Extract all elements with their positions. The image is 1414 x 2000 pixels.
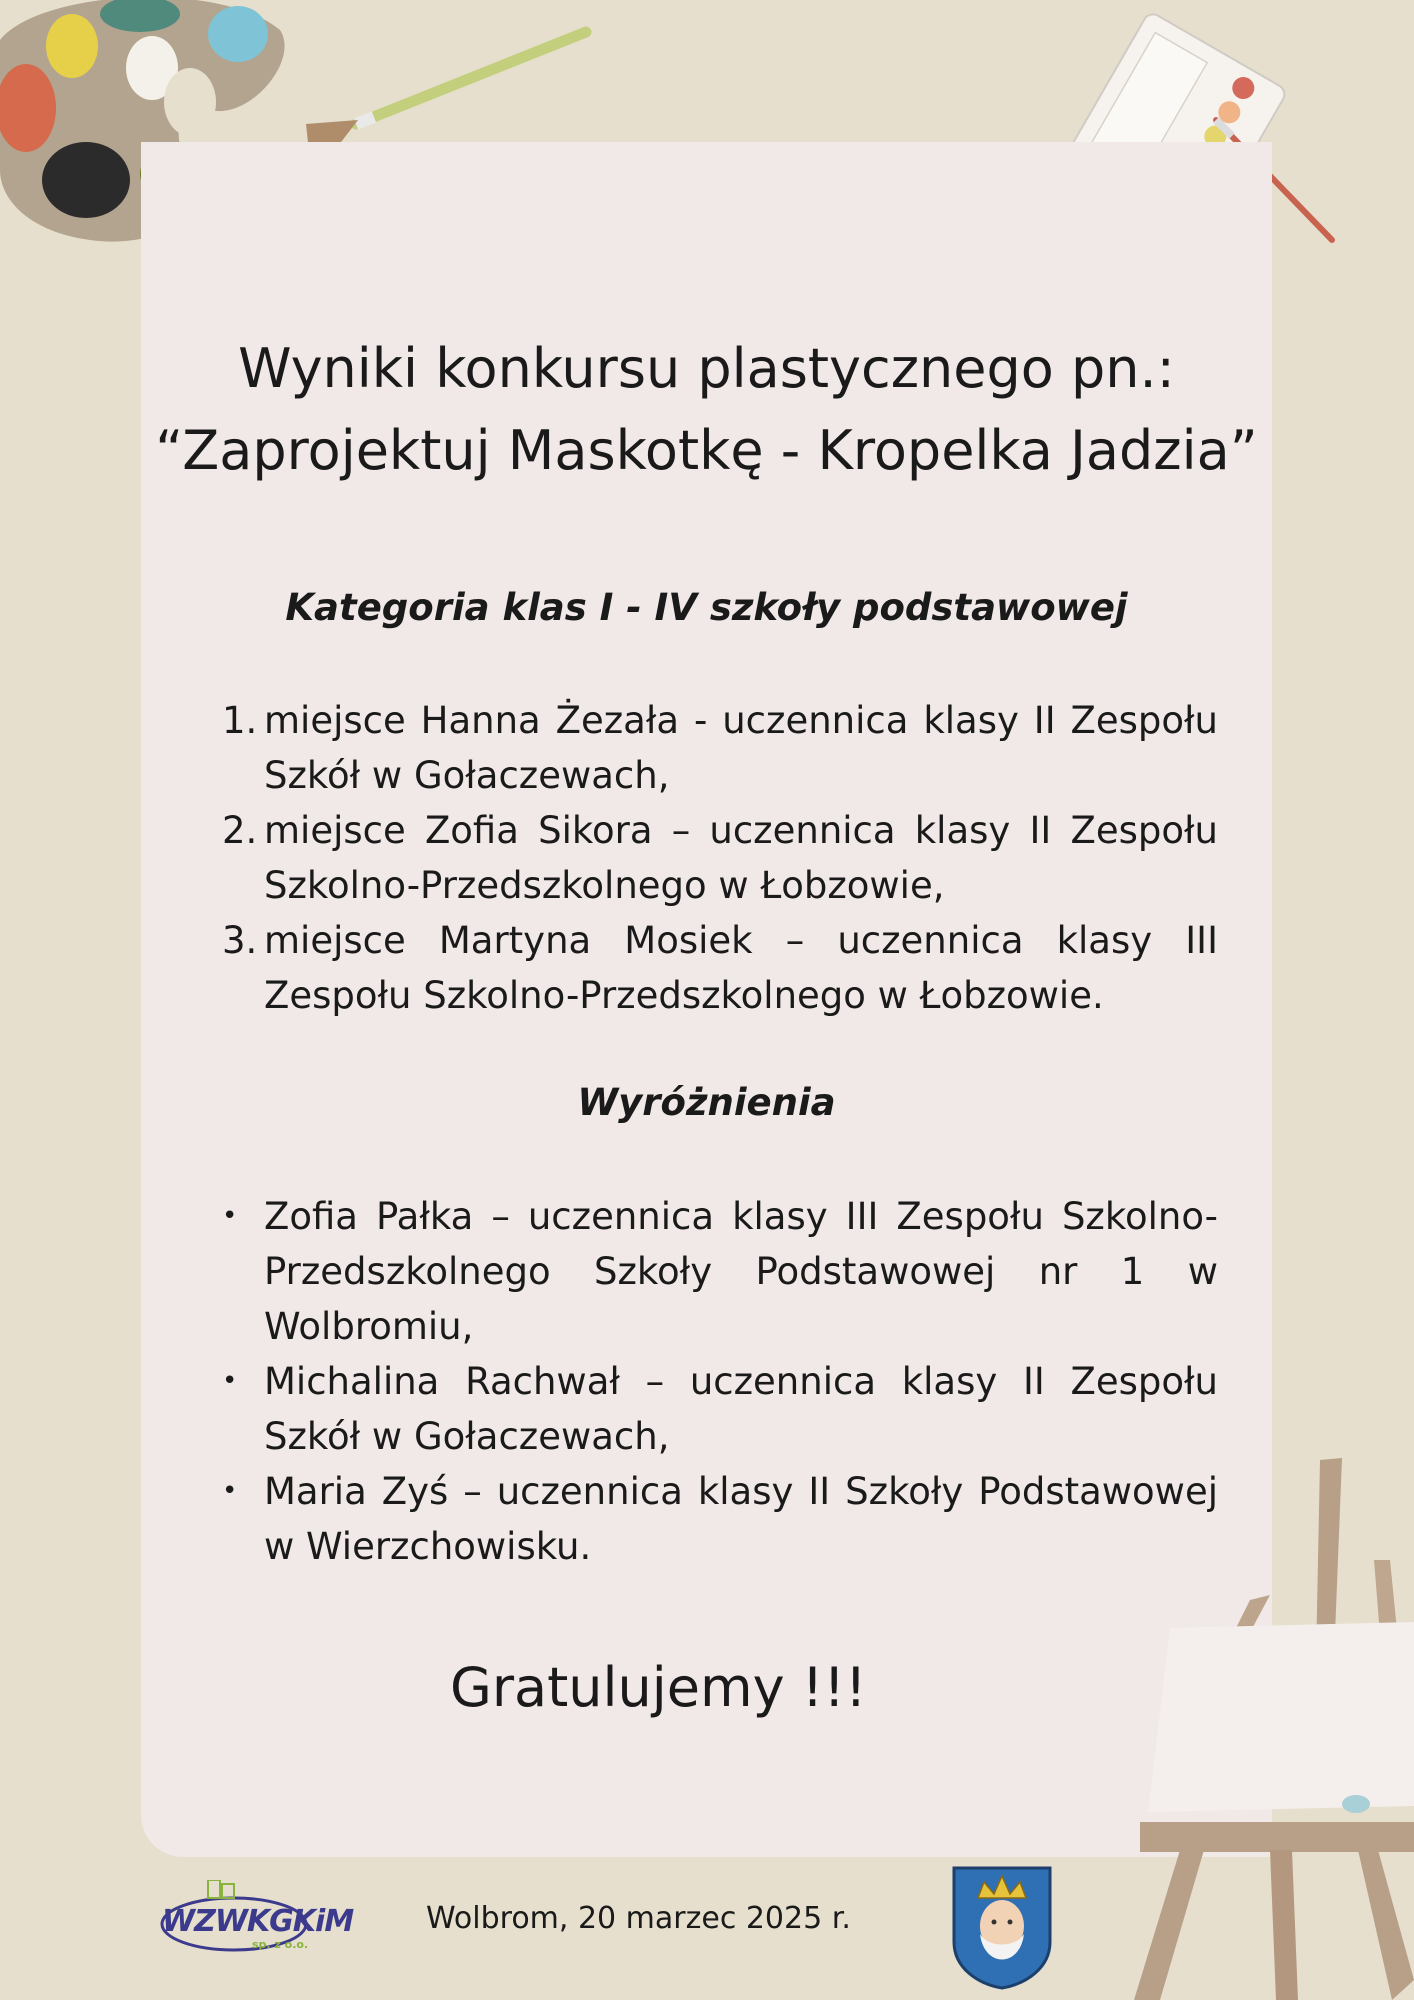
list-item [222, 803, 1218, 913]
company-logo [160, 1880, 354, 1960]
list-marker: 3. [222, 919, 258, 962]
logo-text: WZWKGKiM [162, 1904, 354, 1939]
distinctions-heading: Wyróżnienia [577, 1081, 836, 1124]
list-item [222, 1354, 1218, 1464]
list-item [222, 1189, 1218, 1354]
list-item-text: Michalina Rachwał – uczennica klasy II Zespołu Szkół w Gołaczewach, [264, 1360, 1218, 1458]
list-item [222, 1464, 1218, 1574]
list-item [222, 693, 1218, 803]
places-list [222, 693, 1218, 1023]
list-item [222, 913, 1218, 1023]
list-marker: 2. [222, 809, 258, 852]
easel-icon [1120, 1450, 1414, 2000]
list-item-text: Maria Zyś – uczennica klasy II Szkoły Podstawowej w Wierzchowisku. [264, 1470, 1218, 1568]
title-line-1: Wyniki konkursu plastycznego pn.: [238, 337, 1175, 400]
list-item-text: Zofia Pałka – uczennica klasy III Zespołu Szkolno-Przedszkolnego Szkoły Podstawowej nr 1 w Wolbromiu, [264, 1195, 1218, 1348]
page-title [141, 328, 1272, 492]
bullet-icon: • [222, 1366, 238, 1396]
category-heading: Kategoria klas I - IV szkoły podstawowej [285, 586, 1128, 629]
logo-subtext: sp. z o.o. [252, 1938, 309, 1951]
list-item-text: miejsce Hanna Żezała - uczennica klasy II Zespołu Szkół w Gołaczewach, [264, 699, 1218, 797]
city-crest-icon [950, 1864, 1054, 1990]
bullet-icon: • [222, 1476, 238, 1506]
congratulations-text: Gratulujemy !!! [450, 1656, 867, 1719]
footer-date: Wolbrom, 20 marzec 2025 r. [426, 1901, 851, 1936]
list-marker: 1. [222, 699, 258, 742]
list-item-text: miejsce Martyna Mosiek – uczennica klasy III Zespołu Szkolno-Przedszkolnego w Łobzowie. [264, 919, 1218, 1017]
bullet-icon: • [222, 1201, 238, 1231]
list-item-text: miejsce Zofia Sikora – uczennica klasy II Zespołu Szkolno-Przedszkolnego w Łobzowie, [264, 809, 1218, 907]
title-line-2: “Zaprojektuj Maskotkę - Kropelka Jadzia” [155, 419, 1258, 482]
distinctions-list [222, 1189, 1218, 1574]
